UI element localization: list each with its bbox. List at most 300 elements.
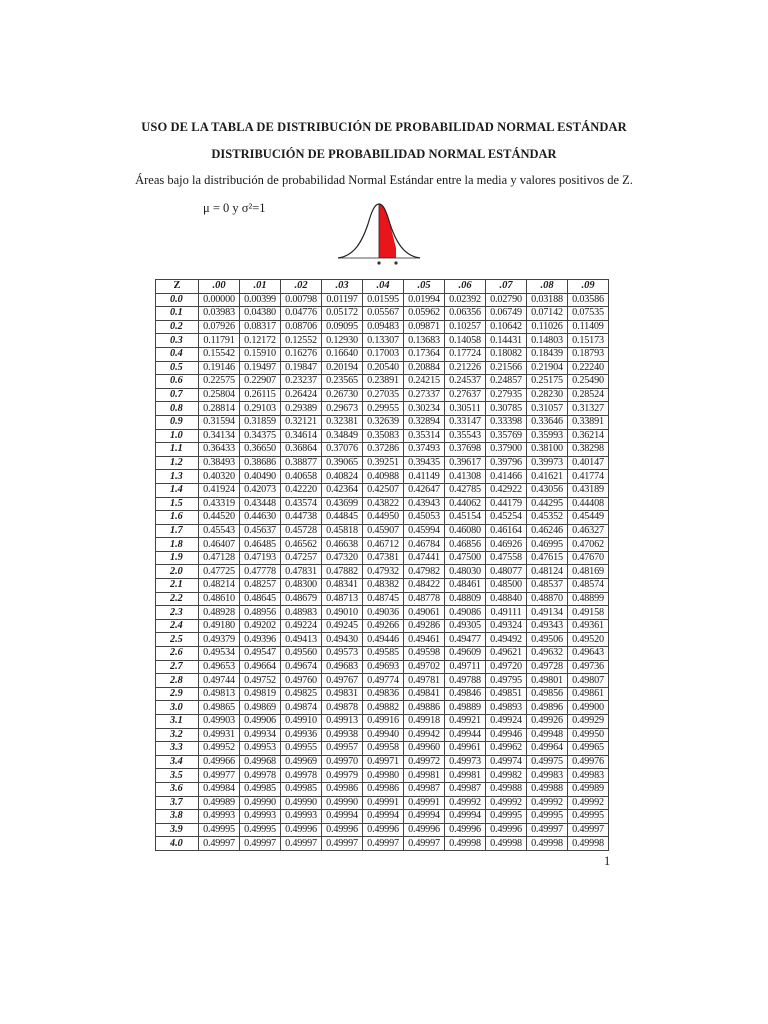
probability-cell: 0.41149 bbox=[404, 470, 445, 484]
probability-cell: 0.49560 bbox=[281, 647, 322, 661]
probability-cell: 0.49995 bbox=[199, 823, 240, 837]
table-row bbox=[156, 470, 609, 484]
probability-cell: 0.49958 bbox=[363, 742, 404, 756]
probability-cell: 0.49996 bbox=[404, 823, 445, 837]
probability-cell: 0.27337 bbox=[404, 388, 445, 402]
probability-cell: 0.49961 bbox=[445, 742, 486, 756]
probability-cell: 0.10642 bbox=[486, 320, 527, 334]
z-value-cell: 1.9 bbox=[156, 551, 199, 565]
table-row bbox=[156, 388, 609, 402]
probability-cell: 0.30785 bbox=[486, 402, 527, 416]
probability-cell: 0.46926 bbox=[486, 538, 527, 552]
probability-cell: 0.48713 bbox=[322, 592, 363, 606]
probability-cell: 0.41924 bbox=[199, 483, 240, 497]
probability-cell: 0.47882 bbox=[322, 565, 363, 579]
probability-cell: 0.44738 bbox=[281, 511, 322, 525]
probability-cell: 0.49950 bbox=[568, 728, 609, 742]
probability-cell: 0.04776 bbox=[281, 307, 322, 321]
probability-cell: 0.17364 bbox=[404, 347, 445, 361]
probability-cell: 0.49286 bbox=[404, 619, 445, 633]
z-value-cell: 2.4 bbox=[156, 619, 199, 633]
table-row bbox=[156, 511, 609, 525]
probability-cell: 0.32121 bbox=[281, 415, 322, 429]
probability-cell: 0.49952 bbox=[199, 742, 240, 756]
probability-cell: 0.33891 bbox=[568, 415, 609, 429]
probability-cell: 0.49245 bbox=[322, 619, 363, 633]
column-header-z: Z bbox=[156, 280, 199, 294]
table-row bbox=[156, 823, 609, 837]
probability-cell: 0.48679 bbox=[281, 592, 322, 606]
probability-cell: 0.49996 bbox=[486, 823, 527, 837]
probability-cell: 0.40490 bbox=[240, 470, 281, 484]
probability-cell: 0.49781 bbox=[404, 674, 445, 688]
probability-cell: 0.32894 bbox=[404, 415, 445, 429]
probability-cell: 0.49988 bbox=[486, 782, 527, 796]
probability-cell: 0.49851 bbox=[486, 687, 527, 701]
probability-cell: 0.43189 bbox=[568, 483, 609, 497]
table-row bbox=[156, 810, 609, 824]
z-value-cell: 1.2 bbox=[156, 456, 199, 470]
column-header: .02 bbox=[281, 280, 322, 294]
probability-cell: 0.49994 bbox=[445, 810, 486, 824]
probability-cell: 0.00000 bbox=[199, 293, 240, 307]
probability-cell: 0.49910 bbox=[281, 715, 322, 729]
probability-cell: 0.40658 bbox=[281, 470, 322, 484]
probability-cell: 0.12930 bbox=[322, 334, 363, 348]
probability-cell: 0.49998 bbox=[486, 837, 527, 851]
probability-cell: 0.49736 bbox=[568, 660, 609, 674]
probability-cell: 0.49506 bbox=[527, 633, 568, 647]
probability-cell: 0.48778 bbox=[404, 592, 445, 606]
probability-cell: 0.49598 bbox=[404, 647, 445, 661]
probability-cell: 0.49979 bbox=[322, 769, 363, 783]
probability-cell: 0.09095 bbox=[322, 320, 363, 334]
probability-cell: 0.19497 bbox=[240, 361, 281, 375]
probability-cell: 0.43574 bbox=[281, 497, 322, 511]
probability-cell: 0.49997 bbox=[240, 837, 281, 851]
probability-cell: 0.49896 bbox=[527, 701, 568, 715]
probability-cell: 0.49993 bbox=[281, 810, 322, 824]
probability-cell: 0.49744 bbox=[199, 674, 240, 688]
probability-cell: 0.47778 bbox=[240, 565, 281, 579]
probability-cell: 0.49683 bbox=[322, 660, 363, 674]
table-row bbox=[156, 483, 609, 497]
probability-cell: 0.49955 bbox=[281, 742, 322, 756]
z-value-cell: 0.8 bbox=[156, 402, 199, 416]
z-value-cell: 1.0 bbox=[156, 429, 199, 443]
table-row bbox=[156, 715, 609, 729]
probability-cell: 0.48461 bbox=[445, 579, 486, 593]
probability-cell: 0.49878 bbox=[322, 701, 363, 715]
table-row bbox=[156, 551, 609, 565]
table-row bbox=[156, 796, 609, 810]
probability-cell: 0.49988 bbox=[527, 782, 568, 796]
probability-cell: 0.49985 bbox=[240, 782, 281, 796]
probability-cell: 0.49861 bbox=[568, 687, 609, 701]
probability-cell: 0.37698 bbox=[445, 443, 486, 457]
probability-cell: 0.49819 bbox=[240, 687, 281, 701]
probability-cell: 0.49974 bbox=[486, 755, 527, 769]
probability-cell: 0.49886 bbox=[404, 701, 445, 715]
z-value-cell: 2.6 bbox=[156, 647, 199, 661]
probability-cell: 0.34849 bbox=[322, 429, 363, 443]
probability-cell: 0.49379 bbox=[199, 633, 240, 647]
column-header: .01 bbox=[240, 280, 281, 294]
z-table-container bbox=[155, 279, 609, 851]
probability-cell: 0.01595 bbox=[363, 293, 404, 307]
table-row bbox=[156, 375, 609, 389]
probability-cell: 0.20540 bbox=[363, 361, 404, 375]
probability-cell: 0.49795 bbox=[486, 674, 527, 688]
probability-cell: 0.49361 bbox=[568, 619, 609, 633]
probability-cell: 0.49990 bbox=[281, 796, 322, 810]
probability-cell: 0.49962 bbox=[486, 742, 527, 756]
probability-cell: 0.38493 bbox=[199, 456, 240, 470]
probability-cell: 0.49992 bbox=[486, 796, 527, 810]
z-value-cell: 3.1 bbox=[156, 715, 199, 729]
z-value-cell: 2.0 bbox=[156, 565, 199, 579]
probability-cell: 0.25175 bbox=[527, 375, 568, 389]
distribution-parameters: μ = 0 y σ²=1 bbox=[203, 201, 266, 215]
probability-cell: 0.49948 bbox=[527, 728, 568, 742]
probability-cell: 0.49573 bbox=[322, 647, 363, 661]
probability-cell: 0.49994 bbox=[404, 810, 445, 824]
probability-cell: 0.31859 bbox=[240, 415, 281, 429]
probability-cell: 0.47831 bbox=[281, 565, 322, 579]
probability-cell: 0.49767 bbox=[322, 674, 363, 688]
z-value-cell: 2.9 bbox=[156, 687, 199, 701]
probability-cell: 0.27035 bbox=[363, 388, 404, 402]
probability-cell: 0.49989 bbox=[568, 782, 609, 796]
probability-cell: 0.43056 bbox=[527, 483, 568, 497]
probability-cell: 0.43822 bbox=[363, 497, 404, 511]
probability-cell: 0.46562 bbox=[281, 538, 322, 552]
z-value-cell: 3.8 bbox=[156, 810, 199, 824]
probability-cell: 0.48537 bbox=[527, 579, 568, 593]
probability-cell: 0.05567 bbox=[363, 307, 404, 321]
probability-cell: 0.49975 bbox=[527, 755, 568, 769]
probability-cell: 0.43319 bbox=[199, 497, 240, 511]
probability-cell: 0.49889 bbox=[445, 701, 486, 715]
probability-cell: 0.39973 bbox=[527, 456, 568, 470]
probability-cell: 0.41621 bbox=[527, 470, 568, 484]
probability-cell: 0.18439 bbox=[527, 347, 568, 361]
page-title: USO DE LA TABLA DE DISTRIBUCIÓN DE PROBABILIDAD NORMAL ESTÁNDAR bbox=[141, 120, 627, 134]
probability-cell: 0.49966 bbox=[199, 755, 240, 769]
probability-cell: 0.34375 bbox=[240, 429, 281, 443]
probability-cell: 0.49987 bbox=[404, 782, 445, 796]
probability-cell: 0.35314 bbox=[404, 429, 445, 443]
probability-cell: 0.46164 bbox=[486, 524, 527, 538]
description-text: Áreas bajo la distribución de probabilidad Normal Estándar entre la media y valores positivos de Z. bbox=[135, 173, 633, 187]
probability-cell: 0.14803 bbox=[527, 334, 568, 348]
probability-cell: 0.35769 bbox=[486, 429, 527, 443]
probability-cell: 0.49991 bbox=[363, 796, 404, 810]
z-value-cell: 4.0 bbox=[156, 837, 199, 851]
probability-cell: 0.49995 bbox=[240, 823, 281, 837]
probability-cell: 0.48928 bbox=[199, 606, 240, 620]
probability-cell: 0.49972 bbox=[404, 755, 445, 769]
probability-cell: 0.45449 bbox=[568, 511, 609, 525]
table-row bbox=[156, 456, 609, 470]
probability-cell: 0.49900 bbox=[568, 701, 609, 715]
table-row bbox=[156, 497, 609, 511]
probability-cell: 0.49825 bbox=[281, 687, 322, 701]
probability-cell: 0.48956 bbox=[240, 606, 281, 620]
probability-cell: 0.08317 bbox=[240, 320, 281, 334]
probability-cell: 0.30511 bbox=[445, 402, 486, 416]
probability-cell: 0.49906 bbox=[240, 715, 281, 729]
probability-cell: 0.48745 bbox=[363, 592, 404, 606]
probability-cell: 0.16640 bbox=[322, 347, 363, 361]
probability-cell: 0.46856 bbox=[445, 538, 486, 552]
z-value-cell: 0.2 bbox=[156, 320, 199, 334]
probability-cell: 0.01197 bbox=[322, 293, 363, 307]
probability-cell: 0.36650 bbox=[240, 443, 281, 457]
probability-cell: 0.47932 bbox=[363, 565, 404, 579]
z-value-cell: 1.8 bbox=[156, 538, 199, 552]
z-value-cell: 3.9 bbox=[156, 823, 199, 837]
table-row bbox=[156, 415, 609, 429]
probability-cell: 0.49998 bbox=[445, 837, 486, 851]
probability-cell: 0.18082 bbox=[486, 347, 527, 361]
probability-cell: 0.48809 bbox=[445, 592, 486, 606]
probability-cell: 0.31057 bbox=[527, 402, 568, 416]
probability-cell: 0.46327 bbox=[568, 524, 609, 538]
probability-cell: 0.49202 bbox=[240, 619, 281, 633]
table-row bbox=[156, 660, 609, 674]
z-value-cell: 3.6 bbox=[156, 782, 199, 796]
probability-cell: 0.49969 bbox=[281, 755, 322, 769]
probability-cell: 0.49995 bbox=[568, 810, 609, 824]
probability-cell: 0.38298 bbox=[568, 443, 609, 457]
probability-cell: 0.43699 bbox=[322, 497, 363, 511]
probability-cell: 0.22907 bbox=[240, 375, 281, 389]
probability-cell: 0.49461 bbox=[404, 633, 445, 647]
probability-cell: 0.49996 bbox=[363, 823, 404, 837]
probability-cell: 0.49936 bbox=[281, 728, 322, 742]
probability-cell: 0.45728 bbox=[281, 524, 322, 538]
probability-cell: 0.49977 bbox=[199, 769, 240, 783]
probability-cell: 0.46080 bbox=[445, 524, 486, 538]
probability-cell: 0.49921 bbox=[445, 715, 486, 729]
probability-cell: 0.49760 bbox=[281, 674, 322, 688]
table-row bbox=[156, 402, 609, 416]
probability-cell: 0.49632 bbox=[527, 647, 568, 661]
probability-cell: 0.49997 bbox=[281, 837, 322, 851]
probability-cell: 0.46712 bbox=[363, 538, 404, 552]
probability-cell: 0.35543 bbox=[445, 429, 486, 443]
probability-cell: 0.40988 bbox=[363, 470, 404, 484]
probability-cell: 0.48341 bbox=[322, 579, 363, 593]
probability-cell: 0.03586 bbox=[568, 293, 609, 307]
probability-cell: 0.27637 bbox=[445, 388, 486, 402]
probability-cell: 0.49788 bbox=[445, 674, 486, 688]
probability-cell: 0.49609 bbox=[445, 647, 486, 661]
probability-cell: 0.30234 bbox=[404, 402, 445, 416]
probability-cell: 0.46407 bbox=[199, 538, 240, 552]
probability-cell: 0.49992 bbox=[568, 796, 609, 810]
z-marker bbox=[394, 261, 397, 264]
probability-cell: 0.32381 bbox=[322, 415, 363, 429]
probability-cell: 0.46246 bbox=[527, 524, 568, 538]
z-value-cell: 3.4 bbox=[156, 755, 199, 769]
probability-cell: 0.49985 bbox=[281, 782, 322, 796]
probability-cell: 0.10257 bbox=[445, 320, 486, 334]
z-value-cell: 0.7 bbox=[156, 388, 199, 402]
probability-cell: 0.48840 bbox=[486, 592, 527, 606]
z-value-cell: 2.7 bbox=[156, 660, 199, 674]
probability-cell: 0.49953 bbox=[240, 742, 281, 756]
probability-cell: 0.27935 bbox=[486, 388, 527, 402]
column-header: .05 bbox=[404, 280, 445, 294]
probability-cell: 0.46995 bbox=[527, 538, 568, 552]
table-row bbox=[156, 769, 609, 783]
probability-cell: 0.49991 bbox=[404, 796, 445, 810]
shaded-area bbox=[379, 204, 396, 258]
z-value-cell: 3.3 bbox=[156, 742, 199, 756]
probability-cell: 0.44520 bbox=[199, 511, 240, 525]
probability-cell: 0.15173 bbox=[568, 334, 609, 348]
table-row bbox=[156, 579, 609, 593]
probability-cell: 0.49477 bbox=[445, 633, 486, 647]
probability-cell: 0.49931 bbox=[199, 728, 240, 742]
probability-cell: 0.24857 bbox=[486, 375, 527, 389]
probability-cell: 0.22575 bbox=[199, 375, 240, 389]
probability-cell: 0.49965 bbox=[568, 742, 609, 756]
probability-cell: 0.37076 bbox=[322, 443, 363, 457]
probability-cell: 0.44630 bbox=[240, 511, 281, 525]
z-value-cell: 2.5 bbox=[156, 633, 199, 647]
probability-cell: 0.47558 bbox=[486, 551, 527, 565]
probability-cell: 0.49992 bbox=[445, 796, 486, 810]
probability-cell: 0.42364 bbox=[322, 483, 363, 497]
probability-cell: 0.24537 bbox=[445, 375, 486, 389]
z-value-cell: 2.3 bbox=[156, 606, 199, 620]
z-value-cell: 0.3 bbox=[156, 334, 199, 348]
probability-cell: 0.49882 bbox=[363, 701, 404, 715]
probability-cell: 0.49942 bbox=[404, 728, 445, 742]
table-row bbox=[156, 701, 609, 715]
z-value-cell: 2.1 bbox=[156, 579, 199, 593]
probability-cell: 0.45907 bbox=[363, 524, 404, 538]
probability-cell: 0.49180 bbox=[199, 619, 240, 633]
table-row bbox=[156, 592, 609, 606]
probability-cell: 0.49996 bbox=[281, 823, 322, 837]
probability-cell: 0.09483 bbox=[363, 320, 404, 334]
probability-cell: 0.47615 bbox=[527, 551, 568, 565]
probability-cell: 0.49585 bbox=[363, 647, 404, 661]
probability-cell: 0.48645 bbox=[240, 592, 281, 606]
probability-cell: 0.49874 bbox=[281, 701, 322, 715]
probability-cell: 0.38100 bbox=[527, 443, 568, 457]
probability-cell: 0.33147 bbox=[445, 415, 486, 429]
probability-cell: 0.43943 bbox=[404, 497, 445, 511]
table-row bbox=[156, 307, 609, 321]
probability-cell: 0.48422 bbox=[404, 579, 445, 593]
probability-cell: 0.01994 bbox=[404, 293, 445, 307]
probability-cell: 0.37286 bbox=[363, 443, 404, 457]
probability-cell: 0.49973 bbox=[445, 755, 486, 769]
z-value-cell: 2.2 bbox=[156, 592, 199, 606]
probability-cell: 0.49903 bbox=[199, 715, 240, 729]
probability-cell: 0.44295 bbox=[527, 497, 568, 511]
z-value-cell: 0.4 bbox=[156, 347, 199, 361]
probability-cell: 0.48169 bbox=[568, 565, 609, 579]
probability-cell: 0.49111 bbox=[486, 606, 527, 620]
probability-cell: 0.49987 bbox=[445, 782, 486, 796]
probability-cell: 0.41466 bbox=[486, 470, 527, 484]
probability-cell: 0.49934 bbox=[240, 728, 281, 742]
probability-cell: 0.49981 bbox=[404, 769, 445, 783]
probability-cell: 0.49343 bbox=[527, 619, 568, 633]
probability-cell: 0.47441 bbox=[404, 551, 445, 565]
probability-cell: 0.46638 bbox=[322, 538, 363, 552]
probability-cell: 0.49997 bbox=[199, 837, 240, 851]
probability-cell: 0.06356 bbox=[445, 307, 486, 321]
probability-cell: 0.47670 bbox=[568, 551, 609, 565]
probability-cell: 0.47128 bbox=[199, 551, 240, 565]
z-value-cell: 3.0 bbox=[156, 701, 199, 715]
probability-cell: 0.49986 bbox=[363, 782, 404, 796]
probability-cell: 0.49086 bbox=[445, 606, 486, 620]
table-row bbox=[156, 674, 609, 688]
probability-cell: 0.40147 bbox=[568, 456, 609, 470]
probability-cell: 0.49916 bbox=[363, 715, 404, 729]
probability-cell: 0.39251 bbox=[363, 456, 404, 470]
probability-cell: 0.49918 bbox=[404, 715, 445, 729]
probability-cell: 0.48574 bbox=[568, 579, 609, 593]
probability-cell: 0.29389 bbox=[281, 402, 322, 416]
table-row bbox=[156, 782, 609, 796]
probability-cell: 0.46784 bbox=[404, 538, 445, 552]
probability-cell: 0.49960 bbox=[404, 742, 445, 756]
probability-cell: 0.49520 bbox=[568, 633, 609, 647]
probability-cell: 0.49813 bbox=[199, 687, 240, 701]
probability-cell: 0.49621 bbox=[486, 647, 527, 661]
probability-cell: 0.49305 bbox=[445, 619, 486, 633]
probability-cell: 0.25490 bbox=[568, 375, 609, 389]
z-value-cell: 1.3 bbox=[156, 470, 199, 484]
probability-cell: 0.49997 bbox=[568, 823, 609, 837]
probability-cell: 0.49997 bbox=[404, 837, 445, 851]
table-row bbox=[156, 538, 609, 552]
probability-cell: 0.39435 bbox=[404, 456, 445, 470]
probability-cell: 0.49693 bbox=[363, 660, 404, 674]
probability-cell: 0.49010 bbox=[322, 606, 363, 620]
probability-cell: 0.45637 bbox=[240, 524, 281, 538]
probability-cell: 0.44179 bbox=[486, 497, 527, 511]
probability-cell: 0.15910 bbox=[240, 347, 281, 361]
probability-cell: 0.45994 bbox=[404, 524, 445, 538]
probability-cell: 0.47320 bbox=[322, 551, 363, 565]
probability-cell: 0.39796 bbox=[486, 456, 527, 470]
probability-cell: 0.26424 bbox=[281, 388, 322, 402]
probability-cell: 0.00798 bbox=[281, 293, 322, 307]
probability-cell: 0.03188 bbox=[527, 293, 568, 307]
probability-cell: 0.31327 bbox=[568, 402, 609, 416]
probability-cell: 0.49996 bbox=[322, 823, 363, 837]
z-table bbox=[155, 279, 609, 851]
probability-cell: 0.22240 bbox=[568, 361, 609, 375]
probability-cell: 0.02392 bbox=[445, 293, 486, 307]
probability-cell: 0.49998 bbox=[568, 837, 609, 851]
probability-cell: 0.49836 bbox=[363, 687, 404, 701]
probability-cell: 0.49036 bbox=[363, 606, 404, 620]
probability-cell: 0.49924 bbox=[486, 715, 527, 729]
table-row bbox=[156, 728, 609, 742]
probability-cell: 0.48500 bbox=[486, 579, 527, 593]
